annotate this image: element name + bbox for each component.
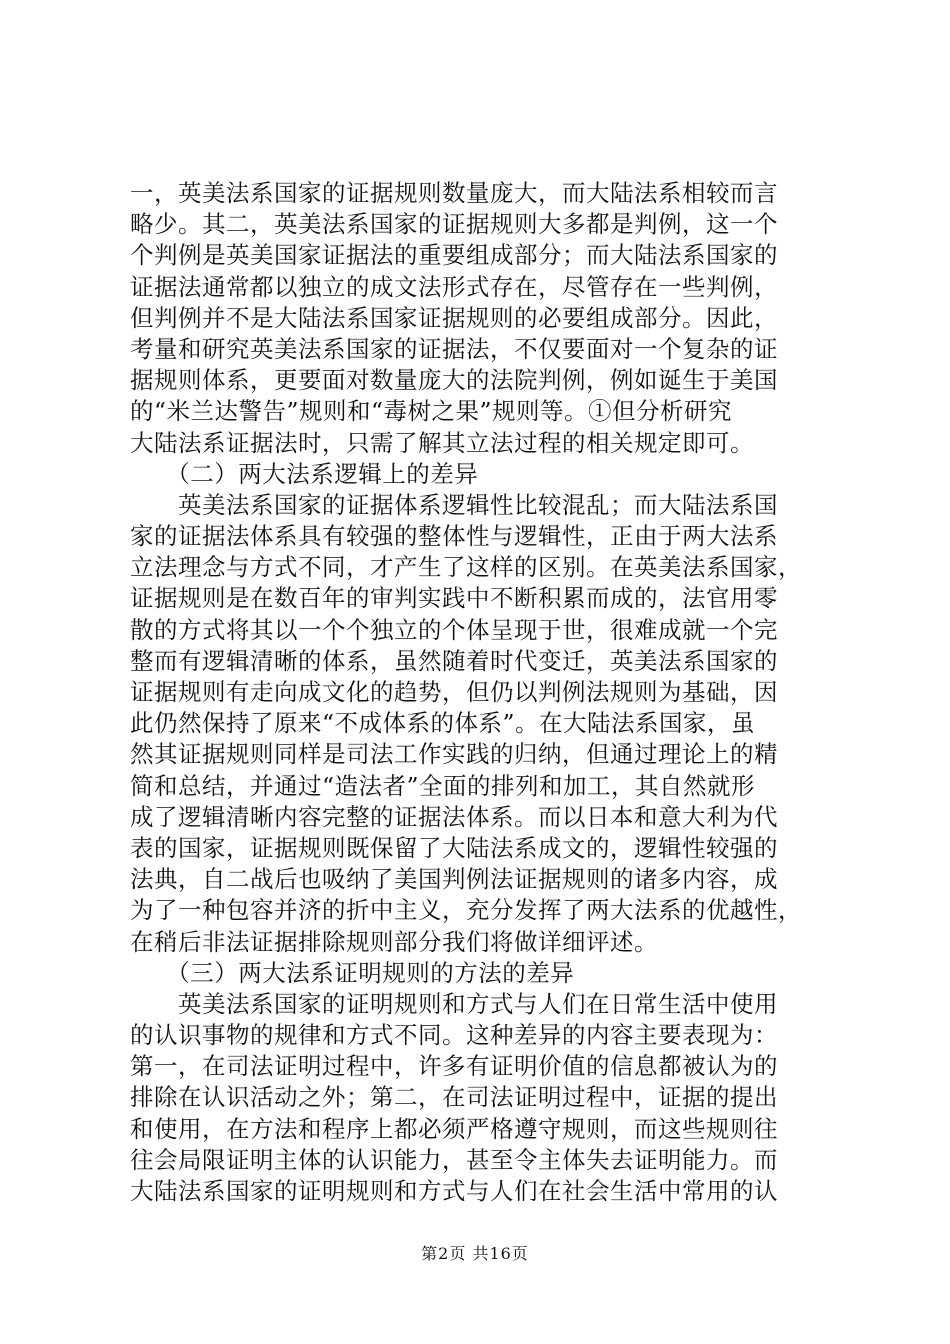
text-line: （二）两大法系逻辑上的差异 [130, 459, 479, 488]
text-line: 简和总结，并通过“造法者”全面的排列和加工，其自然就形 [130, 771, 756, 800]
text-line: 此仍然保持了原来“不成体系的体系”。在大陆法系国家，虽 [130, 709, 756, 738]
text-line: 一，英美法系国家的证据规则数量庞大，而大陆法系相较而言 [130, 179, 778, 207]
text-line: 和使用，在方法和程序上都必须严格遵守规则，而这些规则往 [130, 1114, 778, 1143]
text-line: 但判例并不是大陆法系国家证据规则的必要组成部分。因此， [130, 303, 778, 332]
text-line: 英美法系国家的证明规则和方式与人们在日常生活中使用 [130, 989, 778, 1018]
text-line: 法典，自二战后也吸纳了美国判例法证据规则的诸多内容，成 [130, 865, 778, 894]
text-line: 考量和研究英美法系国家的证据法，不仅要面对一个复杂的证 [130, 334, 778, 363]
text-line: 然其证据规则同样是司法工作实践的归纳，但通过理论上的精 [130, 740, 778, 769]
text-line: 证据规则是在数百年的审判实践中不断积累而成的，法官用零 [130, 584, 778, 613]
text-line: 的“米兰达警告”规则和“毒树之果”规则等。①但分析研究 [130, 397, 733, 426]
text-line: 证据法通常都以独立的成文法形式存在，尽管存在一些判例， [130, 272, 778, 301]
text-line: 证据规则有走向成文化的趋势，但仍以判例法规则为基础，因 [130, 678, 778, 706]
text-line: 成了逻辑清晰内容完整的证据法体系。而以日本和意大利为代 [130, 802, 778, 831]
text-line: 第一，在司法证明过程中，许多有证明价值的信息都被认为的 [130, 1052, 778, 1081]
body-text [130, 178, 830, 1207]
page-footer: 第2页 共16页 [421, 1244, 529, 1263]
text-line: 英美法系国家的证据体系逻辑性比较混乱；而大陆法系国 [130, 490, 778, 519]
text-line: 在稍后非法证据排除规则部分我们将做详细评述。 [130, 927, 658, 956]
text-line: 的认识事物的规律和方式不同。这种差异的内容主要表现为： [130, 1021, 778, 1050]
text-line: 往会局限证明主体的认识能力，甚至令主体失去证明能力。而 [130, 1145, 778, 1174]
text-line: 大陆法系国家的证明规则和方式与人们在社会生活中常用的认 [130, 1177, 778, 1205]
text-line: （三）两大法系证明规则的方法的差异 [130, 958, 575, 987]
text-line: 据规则体系，更要面对数量庞大的法院判例，例如诞生于美国 [130, 366, 778, 395]
text-line: 大陆法系证据法时，只需了解其立法过程的相关规定即可。 [130, 428, 754, 457]
text-line: 散的方式将其以一个个独立的个体呈现于世，很难成就一个完 [130, 615, 778, 644]
text-line: 立法理念与方式不同，才产生了这样的区别。在英美法系国家， [130, 553, 802, 582]
text-line: 家的证据法体系具有较强的整体性与逻辑性，正由于两大法系 [130, 522, 778, 551]
text-line: 表的国家，证据规则既保留了大陆法系成文的，逻辑性较强的 [130, 833, 778, 862]
text-line: 排除在认识活动之外；第二，在司法证明过程中，证据的提出 [130, 1083, 778, 1112]
text-line: 个判例是英美国家证据法的重要组成部分；而大陆法系国家的 [130, 241, 778, 270]
text-line: 略少。其二，英美法系国家的证据规则大多都是判例，这一个 [130, 210, 778, 239]
text-line: 为了一种包容并济的折中主义，充分发挥了两大法系的优越性， [130, 896, 802, 925]
text-line: 整而有逻辑清晰的体系，虽然随着时代变迁，英美法系国家的 [130, 646, 778, 675]
